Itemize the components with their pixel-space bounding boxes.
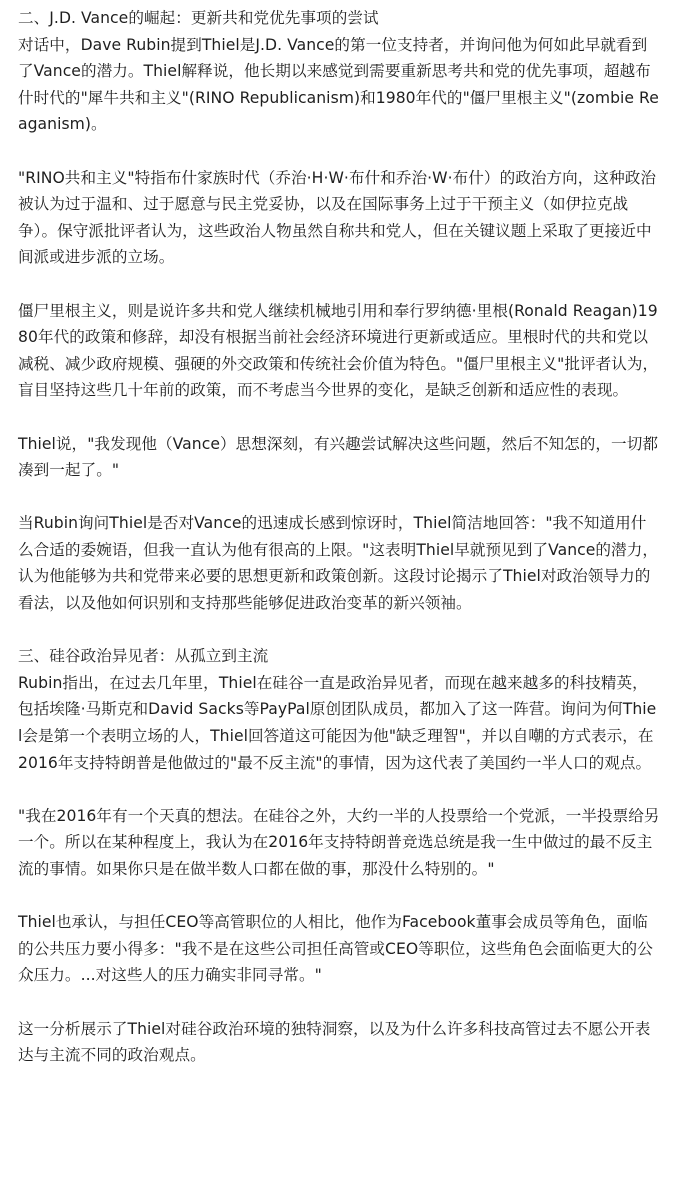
section-gap (18, 617, 660, 644)
paragraph-gap (18, 271, 660, 298)
paragraph: 当Rubin询问Thiel是否对Vance的迅速成长感到惊讶时，Thiel简洁地回答："我不知道用什么合适的委婉语，但我一直认为他有很高的上限。"这表明Thiel早就预见到了Vance的潜力，认为他能够为共和党带来必要的思想更新和政策创新。这段讨论揭示了Thiel对政治领导力的看法，以及他如何识别和支持那些能够促进政治变革的新兴领袖。 (18, 514, 658, 613)
paragraph-gap (18, 138, 660, 165)
section-heading: 三、硅谷政治异见者：从孤立到主流 (18, 647, 269, 666)
paragraph: 僵尸里根主义，则是说许多共和党人继续机械地引用和奉行罗纳德·里根(Ronald Reagan)1980年代的政策和修辞，却没有根据当前社会经济环境进行更新或适应。里根时代的共和党以减税、减少政府规模、强硬的外交政策和传统社会价值为特色。"僵尸里根主义"批评者认为，盲目坚持这些几十年前的政策，而不考虑当今世界的变化，是缺乏创新和适应性的表现。 (18, 301, 659, 400)
paragraph: Rubin指出，在过去几年里，Thiel在硅谷一直是政治异见者，而现在越来越多的科技精英，包括埃隆·马斯克和David Sacks等PayPal原创团队成员，都加入了这一阵营。询问为何Thiel会是第一个表明立场的人，Thiel回答道这可能因为他"缺乏理智"，并以自嘲的方式表示，在2016年支持特朗普是他做过的"最不反主流"的事情，因为这代表了美国约一半人口的观点。 (18, 673, 657, 772)
paragraph-gap (18, 404, 660, 431)
section-silicon-valley-dissent (18, 643, 660, 1069)
paragraph-gap (18, 989, 660, 1016)
paragraph: 这一分析展示了Thiel对硅谷政治环境的独特洞察，以及为什么许多科技高管过去不愿公开表达与主流不同的政治观点。 (18, 1019, 651, 1065)
section-heading: 二、J.D. Vance的崛起：更新共和党优先事项的尝试 (18, 9, 379, 27)
paragraph-gap (18, 484, 660, 511)
section-vance-rise (18, 5, 660, 617)
paragraph: "RINO共和主义"特指布什家族时代（乔治·H·W·布什和乔治·W·布什）的政治方向，这种政治被认为过于温和、过于愿意与民主党妥协，以及在国际事务上过于干预主义（如伊拉克战争）。保守派批评者认为，这些政治人物虽然自称共和党人，但在关键议题上采取了更接近中间派或进步派的立场。 (18, 168, 657, 267)
paragraph: "我在2016年有一个天真的想法。在硅谷之外，大约一半的人投票给一个党派，一半投票给另一个。所以在某种程度上，我认为在2016年支持特朗普竞选总统是我一生中做过的最不反主流的事情。如果你只是在做半数人口都在做的事，那没什么特别的。" (18, 806, 660, 878)
paragraph: 对话中，Dave Rubin提到Thiel是J.D. Vance的第一位支持者，并询问他为何如此早就看到了Vance的潜力。Thiel解释说，他长期以来感觉到需要重新思考共和党的优先事项，超越布什时代的"犀牛共和主义"(RINO Republicanism)和1980年代的"僵尸里根主义"(zombie Reaganism)。 (18, 35, 659, 134)
paragraph: Thiel也承认，与担任CEO等高管职位的人相比，他作为Facebook董事会成员等角色，面临的公共压力要小得多："我不是在这些公司担任高管或CEO等职位，这些角色会面临更大的公众压力。...对这些人的压力确实非同寻常。" (18, 913, 653, 985)
paragraph-gap (18, 883, 660, 910)
paragraph-gap (18, 776, 660, 803)
paragraph: Thiel说，"我发现他（Vance）思想深刻，有兴趣尝试解决这些问题，然后不知怎的，一切都凑到一起了。" (18, 434, 658, 480)
